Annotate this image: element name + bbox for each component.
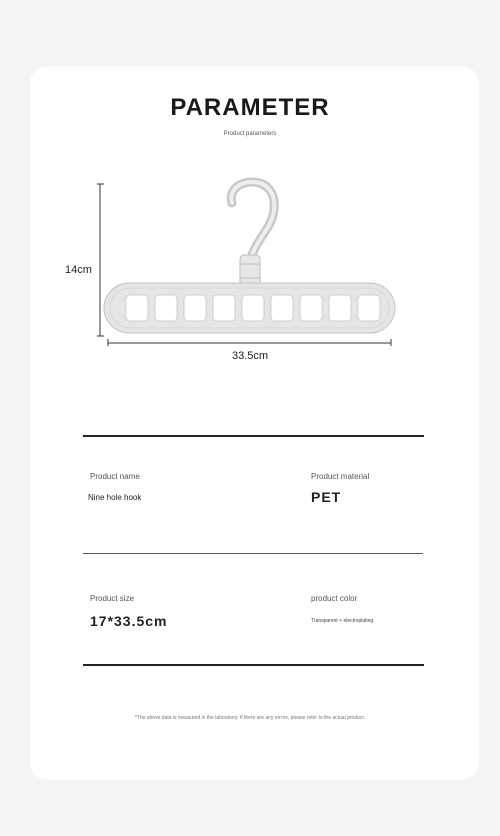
product-material-label: Product material bbox=[311, 472, 370, 481]
divider-bottom bbox=[83, 664, 424, 666]
height-label: 14cm bbox=[65, 264, 92, 276]
content-card bbox=[30, 66, 479, 780]
page-subtitle: Product parameters bbox=[223, 131, 277, 137]
product-size-value: 17*33.5cm bbox=[90, 613, 168, 629]
product-name-value: Nine hole hook bbox=[88, 493, 142, 502]
width-label: 33.5cm bbox=[232, 350, 269, 362]
product-color-value: Transparent + electroplating bbox=[311, 618, 374, 624]
divider-top bbox=[83, 435, 424, 437]
disclaimer-note: *The above data is measured in the laboratory. If there are any errors, please refer to the actual product. bbox=[134, 715, 366, 721]
product-size-label: Product size bbox=[90, 594, 135, 603]
product-color-label: product color bbox=[311, 594, 358, 603]
product-material-value: PET bbox=[311, 489, 342, 505]
divider-middle bbox=[83, 553, 423, 554]
product-name-label: Product name bbox=[90, 472, 140, 481]
page-title: PARAMETER bbox=[170, 94, 330, 121]
